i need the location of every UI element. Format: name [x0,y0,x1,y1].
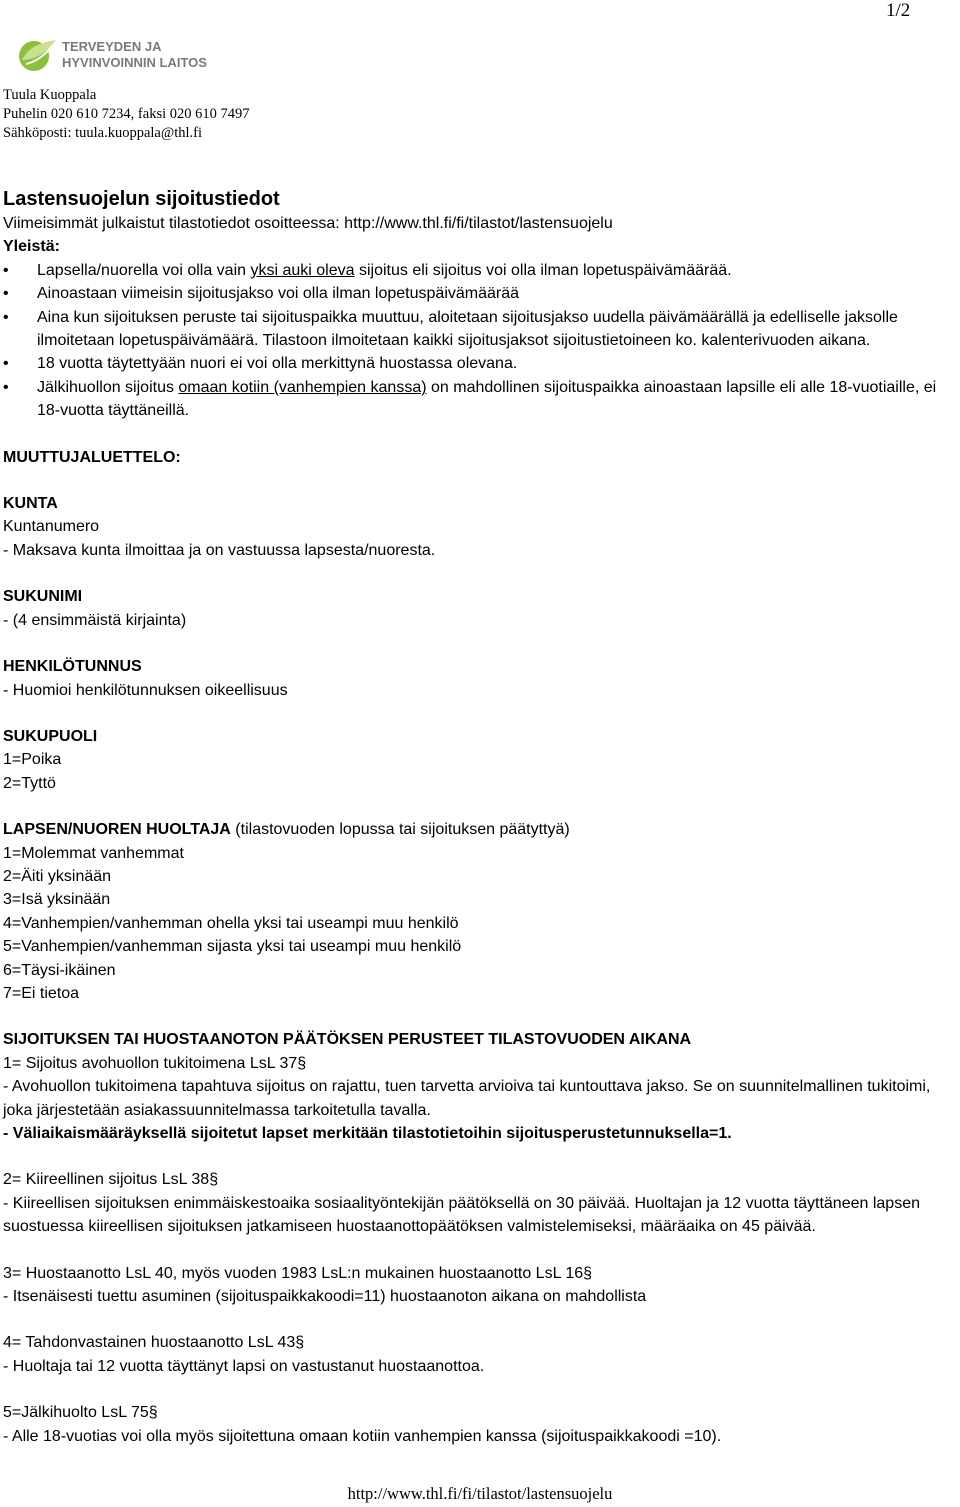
peruste-4-title: 4= Tahdonvastainen huostaanotto LsL 43§ [3,1334,305,1352]
logo-line-2: HYVINVOINNIN LAITOS [62,55,207,70]
huoltaja-option: 7=Ei tietoa [3,984,80,1002]
peruste-2-text: - Kiireellisen sijoituksen enimmäiskestoaika sosiaalityöntekijän päätöksellä on 30 päivää. Huoltajan ja 12 vuotta täyttäneen lapsen suostuessa kiireellisen sijoituksen jatkamiseen huostaanottopäätöksen valmistelemiseksi, määräaika on 45 päivää. [3,1194,920,1236]
huoltaja-option: 2=Äiti yksinään [3,867,112,885]
logo-line-1: TERVEYDEN JA [62,39,162,54]
bullet-text: on mahdollinen sijoituspaikka ainoastaan lapsille eli alle 18-vuotiaille, ei 18-vuotta täyttäneillä. [37,378,937,420]
general-bullet-list [3,259,958,423]
page-number: 1/2 [886,0,911,21]
variables-heading: MUUTTUJALUETTELO: [3,448,181,466]
contact-email: Sähköposti: tuula.kuoppala@thl.fi [3,125,203,141]
peruste-4-text: - Huoltaja tai 12 vuotta täyttänyt lapsi on vastustanut huostaanottoa. [3,1357,485,1375]
bullet-item [3,376,958,423]
bullet-text: Ainoastaan viimeisin sijoitusjakso voi olla ilman lopetuspäivämäärää [37,285,520,303]
sukupuoli-heading: SUKUPUOLI [3,727,98,745]
kunta-line-2: - Maksava kunta ilmoittaa ja on vastuussa lapsesta/nuoresta. [3,541,436,559]
kunta-heading: KUNTA [3,495,58,513]
peruste-1-text: - Avohuollon tukitoimena tapahtuva sijoitus on rajattu, tuen tarvetta arvioiva tai kuntouttava jakso. Se on suunnitelmallinen tukitoimi, joka järjestetään asiakassuunnitelmassa tarkoitetulla tavalla. [3,1078,931,1119]
sukupuoli-option: 1=Poika [3,751,62,769]
bullet-text: Lapsella/nuorella voi olla vain [37,261,251,279]
huoltaja-heading: LAPSEN/NUOREN HUOLTAJA [3,821,231,839]
document-title: Lastensuojelun sijoitustiedot [3,188,280,210]
bullet-text: Aina kun sijoituksen peruste tai sijoituspaikka muuttuu, aloitetaan sijoitusjakso uudella päivämäärällä ja edelliselle jaksolle ilmoitetaan lopetuspäivämäärä. Tilastoon ilmoitetaan kaikki sijoitusjaksot sijoitustietoineen ko. kalenterivuoden aikana. [37,308,898,350]
bullet-underlined-text: yksi auki oleva [250,261,355,279]
huoltaja-option: 6=Täysi-ikäinen [3,961,116,979]
contact-block [3,86,250,143]
huoltaja-option: 1=Molemmat vanhemmat [3,844,184,862]
kunta-line-1: Kuntanumero [3,518,100,536]
peruste-5-title: 5=Jälkihuolto LsL 75§ [3,1404,158,1422]
henkilotunnus-line-1: - Huomioi henkilötunnuksen oikeellisuus [3,681,288,699]
bullet-text: sijoitus eli sijoitus voi olla ilman lopetuspäivämäärää. [354,261,732,279]
peruste-3-text: - Itsenäisesti tuettu asuminen (sijoituspaikkakoodi=11) huostaanoton aikana on mahdollista [3,1288,647,1306]
sukunimi-line-1: - (4 ensimmäistä kirjainta) [3,611,187,629]
contact-phone: Puhelin 020 610 7234, faksi 020 610 7497 [3,106,250,122]
peruste-1-title: 1= Sijoitus avohuollon tukitoimena LsL 37§ [3,1054,307,1072]
bullet-text: 18 vuotta täytettyään nuori ei voi olla merkittynä huostassa olevana. [37,355,518,373]
stats-link-line: Viimeisimmät julkaistut tilastotiedot osoitteessa: http://www.thl.fi/fi/tilastot/lastensuojelu [3,215,613,232]
peruste-2-title: 2= Kiireellinen sijoitus LsL 38§ [3,1171,219,1189]
peruste-1-bold-note: - Väliaikaismääräyksellä sijoitetut lapset merkitään tilastotietoihin sijoitusperustetunnuksella=1. [3,1125,732,1142]
perusteet-heading: SIJOITUKSEN TAI HUOSTAANOTON PÄÄTÖKSEN PERUSTEET TILASTOVUODEN AIKANA [3,1031,692,1049]
peruste-3-title: 3= Huostaanotto LsL 40, myös vuoden 1983 LsL:n mukainen huostaanotto LsL 16§ [3,1264,593,1282]
bullet-item [3,282,958,305]
bullet-text: Jälkihuollon sijoitus [37,378,179,396]
thl-logo [16,34,236,74]
thl-leaf-logo-icon [16,34,236,74]
sukupuoli-option: 2=Tyttö [3,774,56,792]
contact-name: Tuula Kuoppala [3,87,97,103]
huoltaja-note: (tilastovuoden lopussa tai sijoituksen päätyttyä) [230,821,570,839]
document-body [3,186,958,1448]
huoltaja-heading-line [3,818,958,841]
bullet-underlined-text: omaan kotiin (vanhempien kanssa) [178,378,427,396]
footer-url[interactable]: http://www.thl.fi/fi/tilastot/lastensuojelu [347,1484,613,1503]
huoltaja-option: 5=Vanhempien/vanhemman sijasta yksi tai useampi muu henkilö [3,938,462,956]
bullet-item [3,306,958,353]
henkilotunnus-heading: HENKILÖTUNNUS [3,658,142,676]
peruste-5-text: - Alle 18-vuotias voi olla myös sijoitettuna omaan kotiin vanhempien kanssa (sijoituspaikkakoodi =10). [3,1427,722,1445]
huoltaja-option: 4=Vanhempien/vanhemman ohella yksi tai useampi muu henkilö [3,914,459,932]
huoltaja-option: 3=Isä yksinään [3,891,111,909]
bullet-item [3,259,958,282]
sukunimi-heading: SUKUNIMI [3,588,83,606]
general-heading: Yleistä: [3,238,60,256]
bullet-item [3,352,958,375]
